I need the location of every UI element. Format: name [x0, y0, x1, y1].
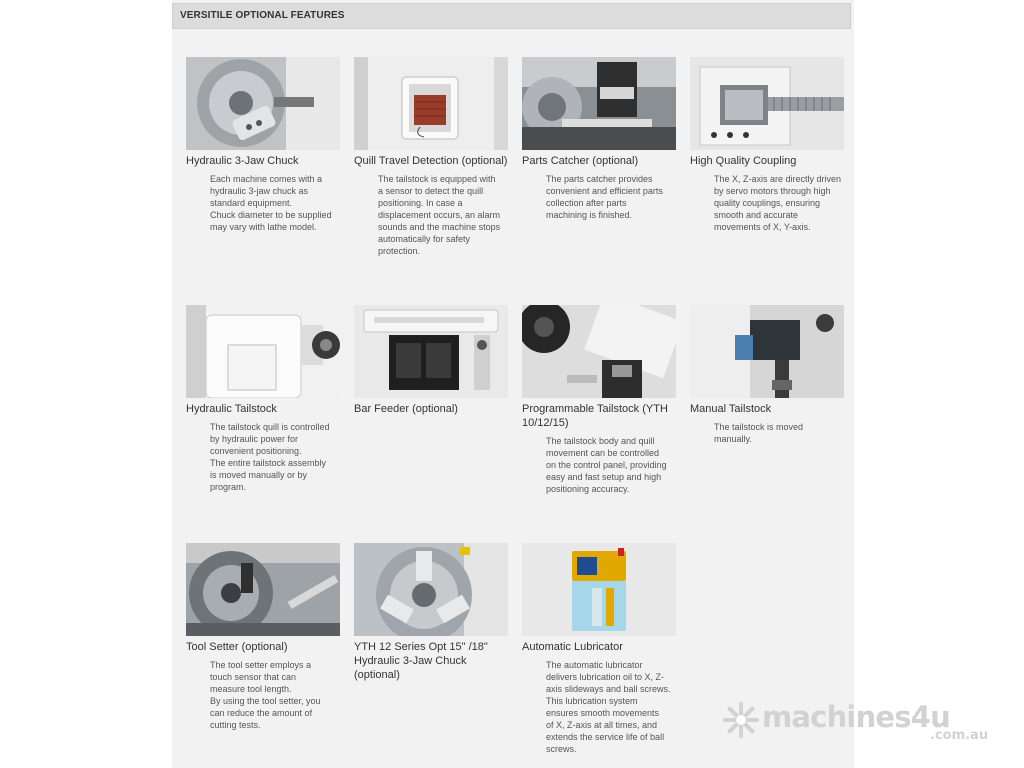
description-line: by hydraulic power for — [210, 434, 299, 444]
description-line: The tailstock quill is controlled — [210, 422, 330, 432]
description-line: ensures smooth movements — [546, 708, 660, 718]
description-line: Chuck diameter to be supplied — [210, 210, 332, 220]
feature-image — [186, 543, 340, 636]
feature-card-yth-12-hydraulic-chuck — [354, 543, 510, 687]
description-line: movement can be controlled — [546, 448, 660, 458]
description-line: convenient positioning. — [210, 446, 302, 456]
description-line: a sensor to detect the quill — [378, 186, 484, 196]
description-line: measure tool length. — [210, 684, 292, 694]
description-line: hydraulic 3-jaw chuck as — [210, 186, 309, 196]
feature-title: Parts Catcher (optional) — [522, 155, 639, 167]
description-line: Each machine comes with a — [210, 174, 323, 184]
snowflake-star-icon — [722, 701, 760, 739]
feature-card-hydraulic-3-jaw-chuck — [186, 57, 342, 233]
description-line: easy and fast setup and high — [546, 472, 662, 482]
feature-title: High Quality Coupling — [690, 155, 797, 167]
feature-card-programmable-tailstock — [522, 305, 678, 495]
feature-card-parts-catcher — [522, 57, 678, 221]
description-line: extends the service life of ball — [546, 732, 665, 742]
feature-card-bar-feeder — [354, 305, 510, 421]
feature-title: Manual Tailstock — [690, 403, 772, 415]
description-line: The tailstock body and quill — [546, 436, 655, 446]
watermark-logo — [722, 701, 992, 747]
description-line: on the control panel, providing — [546, 460, 667, 470]
feature-image — [522, 57, 676, 150]
description-line: may vary with lathe model. — [210, 222, 317, 232]
section-title: VERSITILE OPTIONAL FEATURES — [180, 10, 345, 21]
logo-domain: .com.au — [930, 728, 989, 743]
feature-card-automatic-lubricator — [522, 543, 678, 755]
description-line: quality couplings, ensuring — [714, 198, 821, 208]
feature-image — [690, 57, 844, 150]
feature-card-tool-setter — [186, 543, 342, 731]
feature-description — [210, 173, 344, 233]
logo-text: machines4u — [762, 700, 950, 734]
description-line: collection after parts — [546, 198, 627, 208]
description-line: The X, Z-axis are directly driven — [714, 174, 842, 184]
description-line: cutting tests. — [210, 720, 261, 730]
feature-image — [354, 57, 508, 150]
description-line: displacement occurs, an alarm — [378, 210, 501, 220]
description-line: touch sensor that can — [210, 672, 297, 682]
feature-image — [354, 543, 508, 636]
feature-image — [354, 305, 508, 398]
description-line: The entire tailstock assembly — [210, 458, 327, 468]
feature-card-high-quality-coupling — [690, 57, 846, 233]
feature-title: Bar Feeder (optional) — [354, 403, 458, 415]
feature-image — [186, 305, 340, 398]
description-line: axis slideways and ball screws. — [546, 684, 671, 694]
feature-description — [210, 421, 344, 493]
feature-card-hydraulic-tailstock — [186, 305, 342, 493]
feature-title: Hydraulic Tailstock — [186, 403, 277, 415]
feature-description — [378, 173, 512, 257]
feature-title: Programmable Tailstock (YTH 10/12/15) — [522, 403, 668, 429]
description-line: of X, Z-axis at all times, and — [546, 720, 658, 730]
description-line: screws. — [546, 744, 577, 754]
feature-description — [546, 659, 680, 755]
feature-card-manual-tailstock — [690, 305, 846, 445]
description-line: The tailstock is equipped with — [378, 174, 496, 184]
description-line: This lubrication system — [546, 696, 638, 706]
description-line: The parts catcher provides — [546, 174, 653, 184]
feature-description — [210, 659, 344, 731]
description-line: delivers lubrication oil to X, Z- — [546, 672, 665, 682]
feature-image — [186, 57, 340, 150]
description-line: automatically for safety — [378, 234, 471, 244]
feature-title: YTH 12 Series Opt 15" /18" Hydraulic 3-Jaw Chuck (optional) — [354, 641, 488, 681]
description-line: protection. — [378, 246, 421, 256]
feature-title: Automatic Lubricator — [522, 641, 623, 653]
description-line: by servo motors through high — [714, 186, 831, 196]
description-line: positioning accuracy. — [546, 484, 630, 494]
section-header — [172, 3, 851, 29]
feature-description — [546, 173, 680, 221]
description-line: By using the tool setter, you — [210, 696, 321, 706]
description-line: is moved manually or by — [210, 470, 308, 480]
feature-title: Tool Setter (optional) — [186, 641, 288, 653]
description-line: The tool setter employs a — [210, 660, 312, 670]
feature-image — [690, 305, 844, 398]
description-line: standard equipment. — [210, 198, 293, 208]
feature-image — [522, 305, 676, 398]
description-line: convenient and efficient parts — [546, 186, 663, 196]
feature-image — [522, 543, 676, 636]
feature-title: Hydraulic 3-Jaw Chuck — [186, 155, 299, 167]
feature-title: Quill Travel Detection (optional) — [354, 155, 508, 167]
description-line: sounds and the machine stops — [378, 222, 501, 232]
description-line: program. — [210, 482, 247, 492]
description-line: movements of X, Y-axis. — [714, 222, 811, 232]
feature-card-quill-travel-detection — [354, 57, 510, 257]
feature-description — [546, 435, 680, 495]
feature-description — [714, 421, 848, 445]
feature-description — [714, 173, 848, 233]
description-line: positioning. In case a — [378, 198, 463, 208]
description-line: manually. — [714, 434, 752, 444]
description-line: machining is finished. — [546, 210, 633, 220]
description-line: can reduce the amount of — [210, 708, 313, 718]
description-line: The automatic lubricator — [546, 660, 643, 670]
description-line: The tailstock is moved — [714, 422, 804, 432]
description-line: smooth and accurate — [714, 210, 799, 220]
